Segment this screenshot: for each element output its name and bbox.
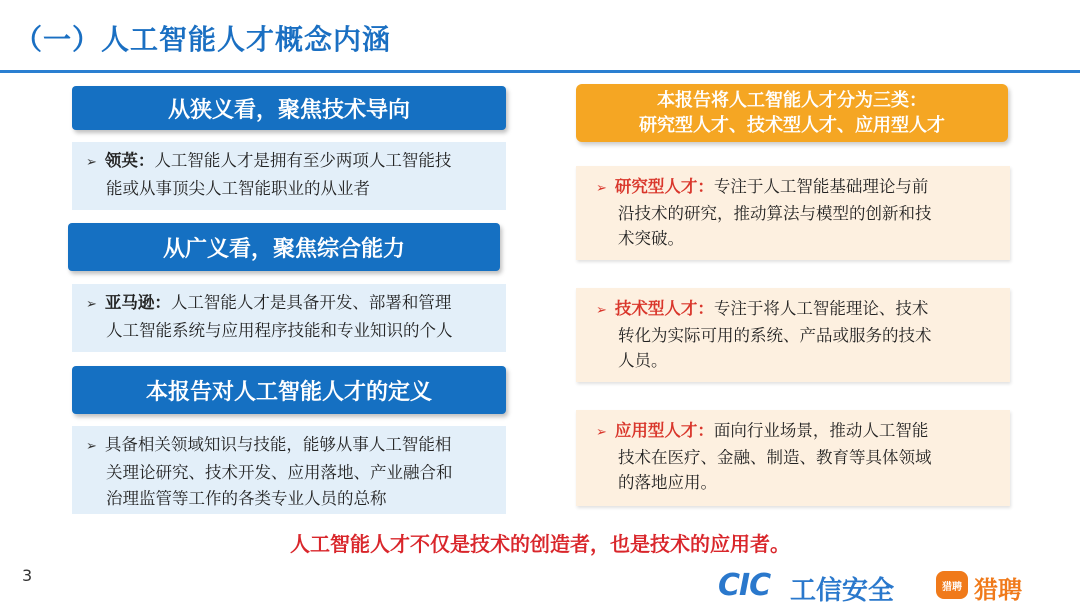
categories-heading (576, 84, 1008, 142)
red-arrow-bullet-icon: ➢ (596, 425, 607, 440)
narrow-view-line-1 (86, 148, 494, 176)
technical-talent-text-1: 专注于将人工智能理论、技术 (713, 299, 929, 318)
conclusion-note: 人工智能人才不仅是技术的创造者，也是技术的应用者。 (290, 532, 790, 556)
narrow-view-text-2: 能或从事顶尖人工智能职业的从业者 (106, 179, 370, 198)
cic-logo-mark: CIC (718, 568, 771, 603)
narrow-view-term: 领英： (104, 151, 155, 170)
narrow-view-box (72, 142, 506, 210)
research-talent-text-1: 专注于人工智能基础理论与前 (713, 177, 929, 196)
arrow-bullet-icon: ➢ (86, 439, 97, 454)
definition-line-1 (86, 432, 494, 460)
technical-talent-text-2: 转化为实际可用的系统、产品或服务的技术 (618, 326, 932, 345)
title-divider (0, 70, 1080, 73)
broad-view-text-2: 人工智能系统与应用程序技能和专业知识的个人 (106, 321, 453, 340)
applied-talent-box (576, 410, 1010, 506)
broad-view-term: 亚马逊： (104, 293, 171, 312)
research-talent-box (576, 166, 1010, 260)
arrow-bullet-icon: ➢ (86, 297, 97, 312)
definition-text-2: 关理论研究、技术开发、应用落地、产业融合和 (106, 463, 453, 482)
broad-view-text-1: 人工智能人才是具备开发、部署和管理 (170, 293, 452, 312)
red-arrow-bullet-icon: ➢ (596, 303, 607, 318)
applied-talent-line-1 (596, 418, 992, 445)
arrow-bullet-icon: ➢ (86, 155, 97, 170)
liepin-logo-text: 猎聘 (974, 576, 1022, 604)
broad-view-box (72, 284, 506, 352)
liepin-logo-icon: 猎聘 (936, 571, 968, 599)
research-talent-text-3: 术突破。 (618, 229, 684, 248)
applied-talent-term: 应用型人才： (614, 421, 714, 440)
technical-talent-line-1 (596, 296, 992, 323)
categories-heading-line-1: 本报告将人工智能人才分为三类： (657, 90, 927, 111)
applied-talent-text-3: 的落地应用。 (618, 473, 717, 492)
narrow-view-heading: 从狭义看，聚焦技术导向 (72, 86, 506, 130)
research-talent-term: 研究型人才： (614, 177, 714, 196)
narrow-view-text-1: 人工智能人才是拥有至少两项人工智能技 (154, 151, 452, 170)
technical-talent-text-3: 人员。 (618, 351, 668, 370)
broad-view-heading: 从广义看，聚焦综合能力 (68, 223, 500, 271)
categories-heading-line-2: 研究型人才、技术型人才、应用型人才 (639, 115, 945, 136)
definition-text-3: 治理监管等工作的各类专业人员的总称 (106, 489, 387, 508)
definition-text-1: 具备相关领域知识与技能，能够从事人工智能相 (104, 435, 452, 454)
research-talent-line-1 (596, 174, 992, 201)
page-number: 3 (22, 566, 33, 585)
definition-heading: 本报告对人工智能人才的定义 (72, 366, 506, 414)
broad-view-line-1 (86, 290, 494, 318)
research-talent-text-2: 沿技术的研究，推动算法与模型的创新和技 (618, 204, 932, 223)
red-arrow-bullet-icon: ➢ (596, 181, 607, 196)
page-title: （一）人工智能人才概念内涵 (14, 23, 392, 56)
applied-talent-text-2: 技术在医疗、金融、制造、教育等具体领域 (618, 448, 932, 467)
technical-talent-term: 技术型人才： (614, 299, 714, 318)
definition-box (72, 426, 506, 514)
technical-talent-box (576, 288, 1010, 382)
cic-logo-text: 工信安全 (790, 576, 895, 606)
applied-talent-text-1: 面向行业场景，推动人工智能 (713, 421, 929, 440)
